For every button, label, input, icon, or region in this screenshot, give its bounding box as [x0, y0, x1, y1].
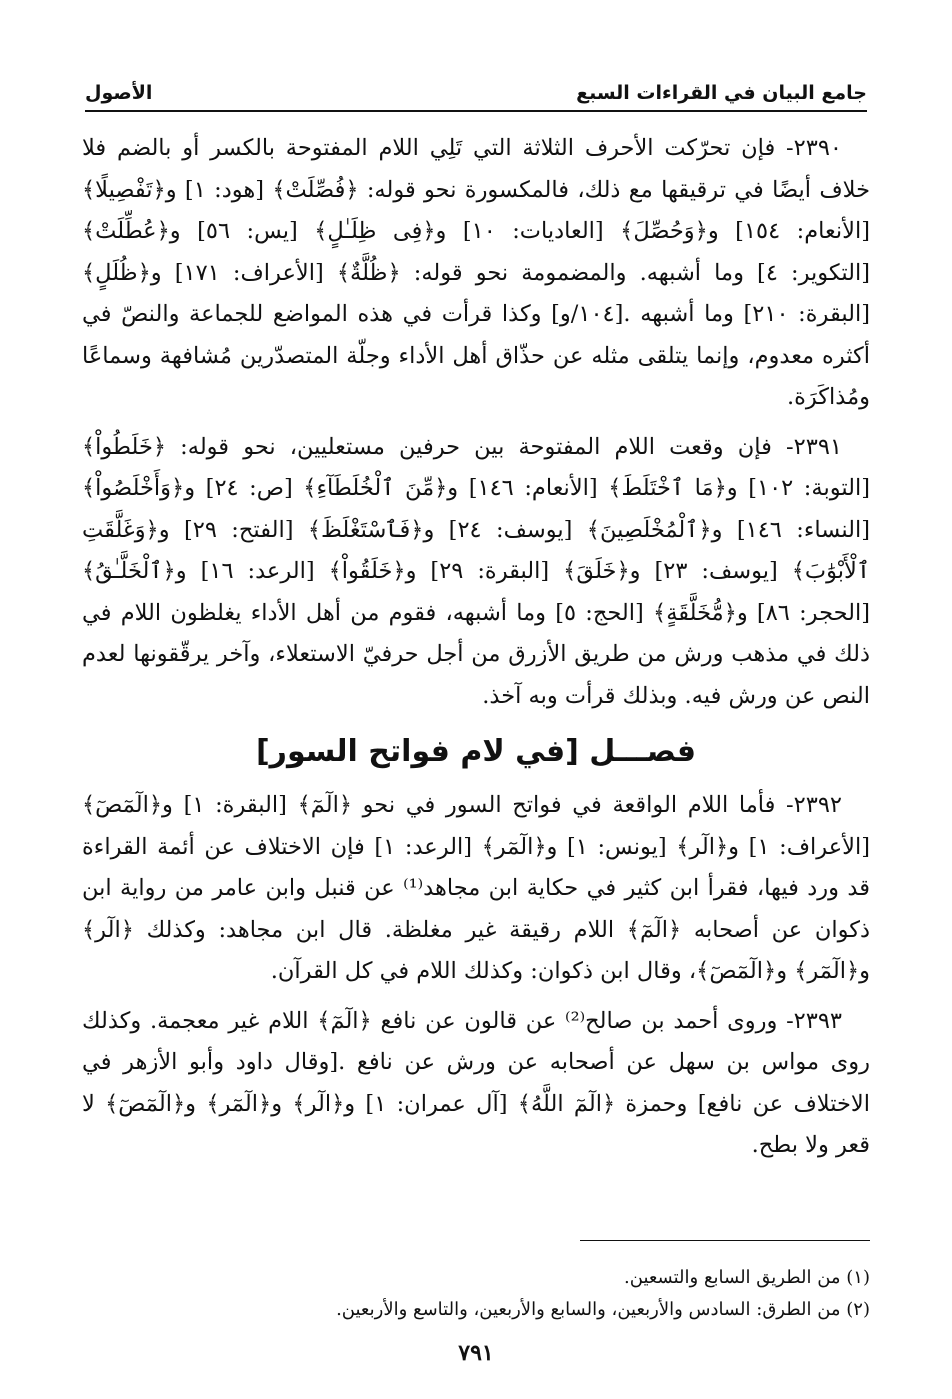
paragraph-2392: ٢٣٩٢- فأما اللام الواقعة في فواتح السور في نحو ﴿الٓمٓ﴾ [البقرة: ١] و﴿الٓمٓصٓ﴾ [الأعراف: ١] و﴿الٓر﴾ [يونس: ١] و﴿الٓمٓر﴾ [الرعد: ١] فإن الاختلاف عن أئمة القراءة قد ورد فيها، فقرأ ابن كثير في حكاية ابن مجاهد⁽¹⁾ عن قنبل وابن عامر من رواية ابن ذكوان عن أصحابه ﴿الٓمٓ﴾ اللام رقيقة غير مغلظة. قال ابن مجاهد: وكذلك ﴿الٓر﴾ و﴿الٓمٓر﴾ و﴿الٓمٓصٓ﴾، وقال ابن ذكوان: وكذلك اللام في كل القرآن.	[82, 792, 870, 984]
section-heading: فصـــل [في لام فواتح السور]	[255, 734, 697, 769]
book-title: جامع البيان في القراءات السبع	[576, 82, 867, 104]
paragraph-2393: ٢٣٩٣- وروى أحمد بن صالح⁽²⁾ عن قالون عن نافع ﴿الٓمٓ﴾ اللام غير معجمة. وكذلك روى مواس بن سهل عن أصحابه عن ورش عن نافع .[وقال داود وأبو الأزهر في الاختلاف عن نافع] وحمزة ﴿الٓمٓ اللَّهُ﴾ [آل عمران: ١] و﴿الٓر﴾ و﴿الٓمٓر﴾ و﴿الٓمٓصٓ﴾ لا قعر ولا بطح.	[82, 1007, 870, 1158]
page-number: ٧٩١	[458, 1340, 494, 1366]
section-title: الأصول	[85, 82, 153, 104]
paragraph-2390: ٢٣٩٠- فإن تحرّكت الأحرف الثلاثة التي تَلِي اللام المفتوحة بالكسر أو بالضم فلا خلاف أيضًا في ترقيقها مع ذلك، فالمكسورة نحو قوله: ﴿فُصِّلَتْ﴾ [هود: ١] و﴿تَفْصِيلًا﴾ [الأنعام: ١٥٤] و﴿وَحُصِّلَ﴾ [العاديات: ١٠] و﴿فِى ظِلَـٰلٍ﴾ [يس: ٥٦] و﴿عُطِّلَتْ﴾ [التكوير: ٤] وما أشبهه. والمضمومة نحو قوله: ﴿ظُلَّةٌ﴾ [الأعراف: ١٧١] و﴿ظُلَلٍ﴾ [البقرة: ٢١٠] وما أشبهه .[١٠٤/و] وكذا قرأت في هذه المواضع للجماعة والنصّ في أكثره معدوم، وإنما يتلقى مثله عن حذّاق أهل الأداء وجلّة المتصدّرين مُشافهة وسماعًا ومُذاكَرَة.	[82, 135, 871, 410]
footnote-1: (١) من الطريق السابع والتسعين.	[624, 1267, 870, 1288]
running-header	[85, 60, 867, 112]
footnote-divider	[580, 1240, 870, 1241]
main-text	[82, 128, 870, 1175]
footnote-2: (٢) من الطرق: السادس والأربعين، والسابع والأربعين، والتاسع والأربعين.	[336, 1299, 870, 1320]
paragraph-2391: ٢٣٩١- فإن وقعت اللام المفتوحة بين حرفين مستعليين، نحو قوله: ﴿خَلَطُواْ﴾ [التوبة: ١٠٢] و﴿مَا ٱخْتَلَطَ﴾ [الأنعام: ١٤٦] و﴿مِّنَ ٱلْخُلَطَآءِ﴾ [ص: ٢٤] و﴿وَأَخْلَصُواْ﴾ [النساء: ١٤٦] و﴿ٱلْمُخْلَصِينَ﴾ [يوسف: ٢٤] و﴿فَٱسْتَغْلَظَ﴾ [الفتح: ٢٩] و﴿وَغَلَّقَتِ ٱلْأَبْوَٰبَ﴾ [يوسف: ٢٣] و﴿خَلَقَ﴾ [البقرة: ٢٩] و﴿خَلَقُواْ﴾ [الرعد: ١٦] و﴿ٱلْخَلَّـٰقُ﴾ [الحجر: ٨٦] و﴿مُّخَلَّقَةٍ﴾ [الحج: ٥] وما أشبهه، فقوم من أهل الأداء يغلظون اللام في ذلك في مذهب ورش من طريق الأزرق من أجل حرفيّ الاستعلاء، وآخر يرقّقونها لعدم النص عن ورش فيه. وبذلك قرأت وبه آخذ.	[82, 433, 871, 709]
footnotes	[82, 1262, 870, 1326]
